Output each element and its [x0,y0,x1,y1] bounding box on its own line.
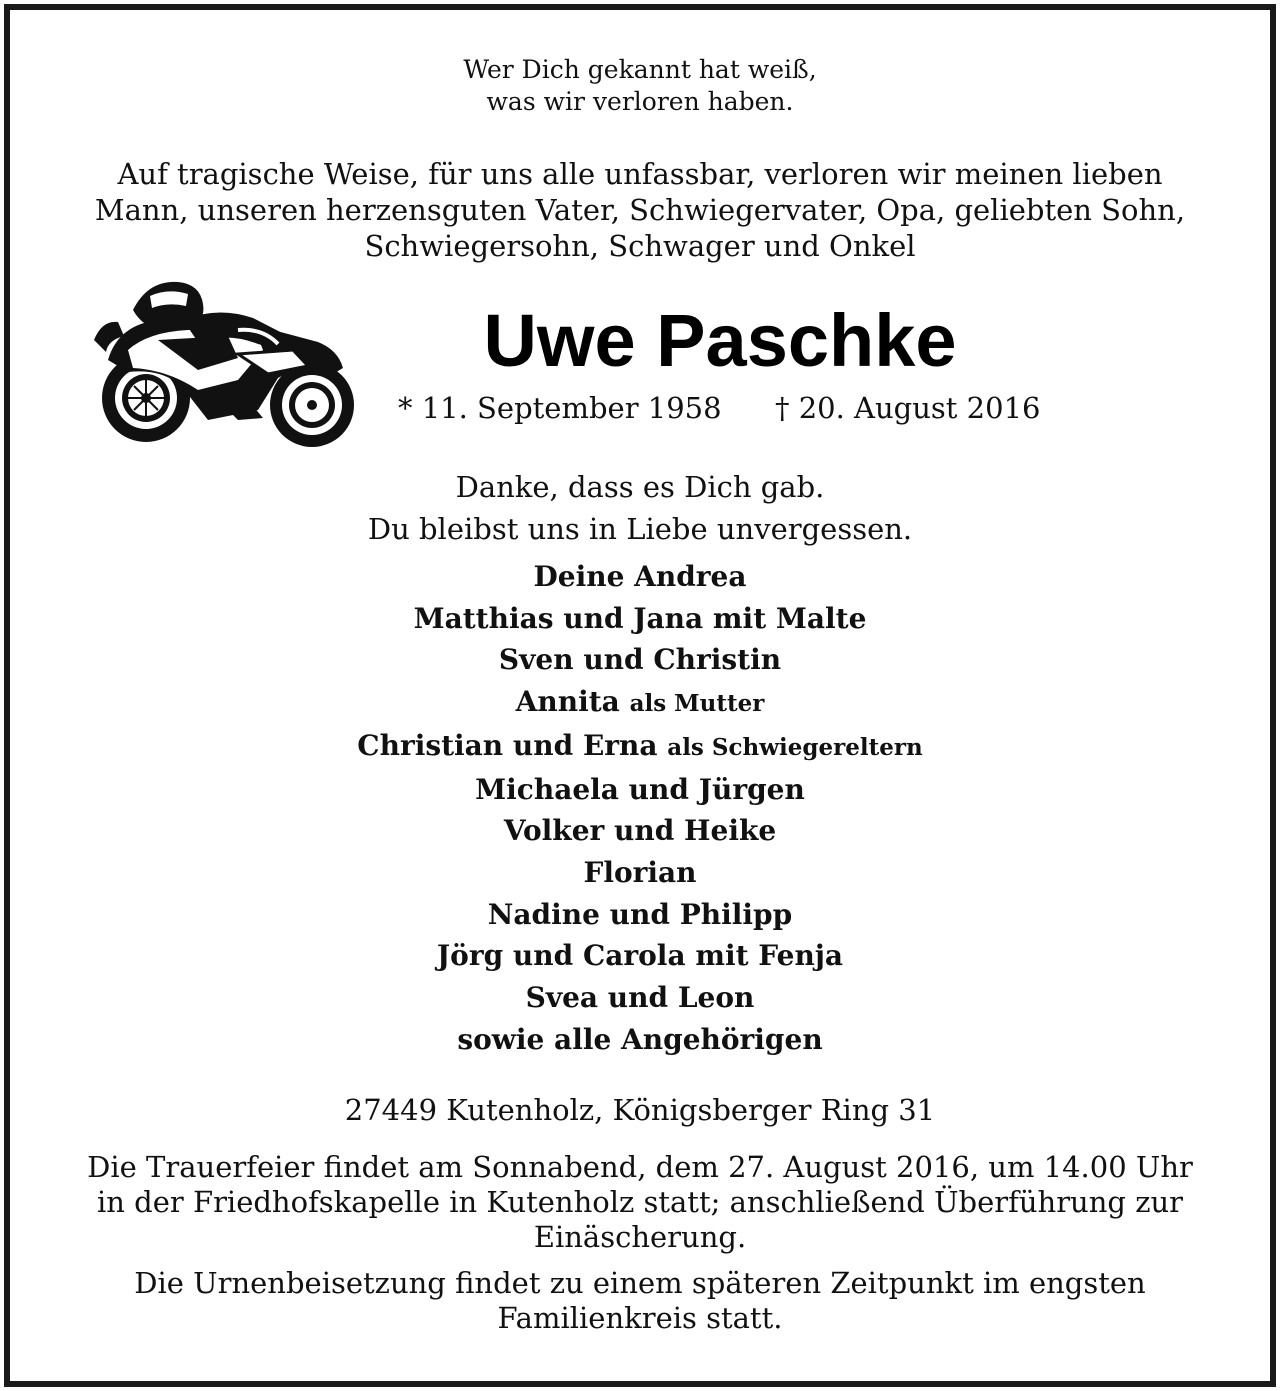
intro-text [0,156,1280,264]
mourner-name: Jörg und Carola mit Fenja [436,939,844,973]
mourner-entry [0,935,1280,977]
urn-line: Die Urnenbeisetzung findet zu einem späteren Zeitpunkt im engsten [134,1266,1146,1300]
deceased-name: Uwe Paschke [483,299,957,382]
motorcycle-rider-icon [88,270,358,460]
mourner-name: Annita [515,685,620,719]
birth-date: * 11. September 1958 [398,391,722,425]
family-address: 27449 Kutenholz, Königsberger Ring 31 [344,1093,936,1127]
mourner-entry [0,894,1280,936]
motto-line: was wir verloren haben. [486,87,794,116]
service-line: in der Friedhofskapelle in Kutenholz statt; anschließend Überführung zur [96,1185,1184,1219]
thanks-text [0,466,1280,550]
mourner-entry [0,598,1280,640]
mourner-entry [0,556,1280,598]
funeral-service-info [0,1150,1280,1255]
urn-line: Familienkreis statt. [497,1301,783,1335]
mourner-name: Florian [583,855,697,889]
mourner-name: Matthias und Jana mit Malte [413,601,867,635]
intro-line: Auf tragische Weise, für uns alle unfassbar, verloren wir meinen lieben [117,157,1163,191]
mourner-entry [0,725,1280,769]
mourners-list [0,556,1280,1060]
mourner-entry [0,852,1280,894]
intro-line: Mann, unseren herzensguten Vater, Schwiegervater, Opa, geliebten Sohn, [94,193,1186,227]
mourner-name: Volker und Heike [503,814,777,848]
mourner-name: Deine Andrea [533,560,747,593]
mourner-entry [0,810,1280,852]
service-line: Die Trauerfeier findet am Sonnabend, dem 27. August 2016, um 14.00 Uhr [87,1150,1193,1184]
mourner-entry [0,1019,1280,1061]
mourner-entry [0,681,1280,725]
mourner-name: Sven und Christin [498,643,782,677]
mourner-entry [0,639,1280,681]
mourner-role: als Mutter [629,690,765,718]
death-date: † 20. August 2016 [775,391,1041,425]
service-line: Einäscherung. [533,1220,747,1254]
mourner-name: sowie alle Angehörigen [457,1022,823,1056]
mourner-entry [0,769,1280,811]
urn-burial-info [0,1266,1280,1336]
mourner-name: Michaela und Jürgen [475,772,805,806]
mourner-name: Christian und Erna [357,728,658,762]
intro-line: Schwiegersohn, Schwager und Onkel [364,229,916,263]
mourner-name: Svea und Leon [525,981,755,1015]
thanks-line: Du bleibst uns in Liebe unvergessen. [367,512,913,546]
mourner-name: Nadine und Philipp [487,897,793,931]
mourner-entry [0,977,1280,1019]
motto [0,54,1280,118]
thanks-line: Danke, dass es Dich gab. [455,470,825,504]
motto-line: Wer Dich gekannt hat weiß, [463,55,817,84]
mourner-role: als Schwiegereltern [667,733,923,761]
